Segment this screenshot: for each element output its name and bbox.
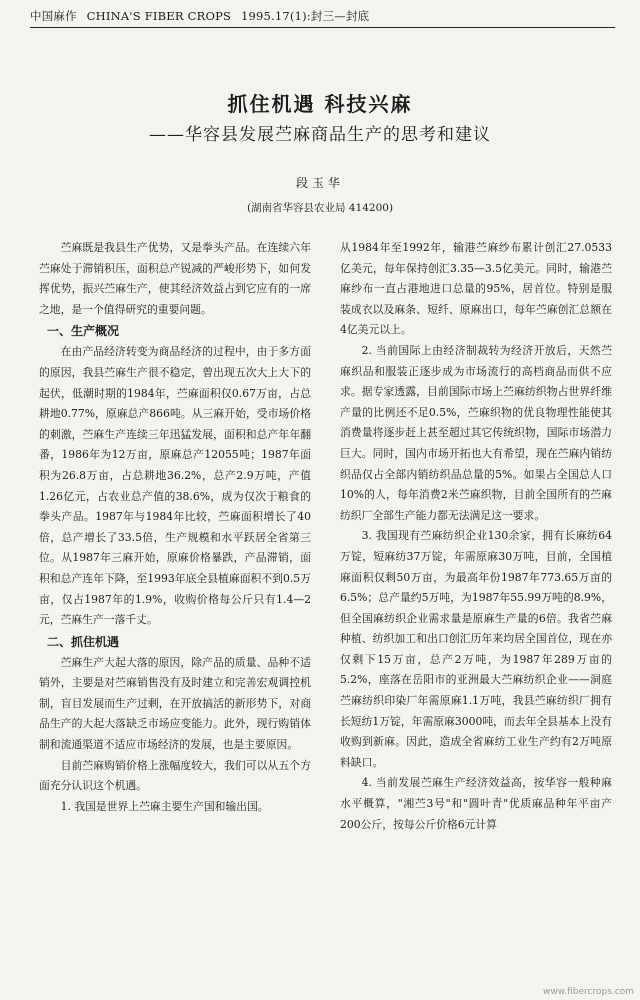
site-watermark: www.fibercrops.com <box>543 987 634 997</box>
point-4-paragraph: 4. 当前发展苎麻生产经济效益高，按华容一般种麻水平概算，"湘苎3号"和"圆叶青"优质麻品种年平亩产200公斤，按每公斤价格6元计算 <box>340 776 612 831</box>
opportunity-paragraph-2: 目前苎麻购销价格上涨幅度较大，我们可以从五个方面充分认识这个机遇。 <box>39 758 311 793</box>
left-column <box>39 238 311 817</box>
article-subtitle: ——华容县发展苎麻商品生产的思考和建议 <box>149 125 491 145</box>
opportunity-paragraph-1: 苎麻生产大起大落的原因，除产品的质量、品种不适销外，主要是对苎麻销售没有及时建立和完善宏观调控机制，盲目发展而生产过剩，在开放搞活的新形势下，对商品生产的大起大落缺乏市场应变能力。此外，现行购销体制和流通渠道不适应市场经济的发展，也是主要原因。 <box>39 655 311 752</box>
point-3-paragraph: 3. 我国现有苎麻纺织企业130余家，拥有长麻纺64万锭，短麻纺37万锭，年需原麻30万吨，目前，全国植麻面积仅剩50万亩，为最高年份1987年773.65万亩的6.5%；总产量约5万吨，为1987年55.99万吨的8.9%，但全国麻纺织企业需求量是原麻生产量的6倍。我省苎麻种植、纺织加工和出口创汇历年来均居全国首位，现在亦仅剩下15万亩，总产2万吨，为1987年289万亩的5.2%，座落在岳阳市的亚洲最大苎麻纺织企业——洞庭苎麻纺织印染厂年需原麻1.1万吨，我县苎麻纺织厂拥有长短纺1万锭，年需原麻3000吨，而去年全县基本上没有收购到新麻。因此，造成全省麻纺工业生产约有2万吨原料缺口。 <box>340 529 612 769</box>
opportunity-point-1: 1. 我国是世界上苎麻主要生产国和输出国。 <box>60 799 269 813</box>
issue-info: 1995.17(1):封三—封底 <box>240 9 370 23</box>
author-affiliation: (湖南省华容县农业局 414200) <box>246 202 394 214</box>
journal-name: 中国麻作 <box>30 9 77 23</box>
section-heading-overview: 一、生产概况 <box>47 324 120 339</box>
section-heading-opportunity: 二、抓住机遇 <box>47 634 120 649</box>
intro-paragraph: 苎麻既是我县生产优势，又是拳头产品。在连续六年苎麻处于滞销积压，面积总产锐减的严峻形势下，如何发挥优势，振兴苎麻生产，使其经济效益占到它应有的一席之地，是一个值得研究的重要问题。 <box>39 241 311 316</box>
article-title: 抓住机遇 科技兴麻 <box>227 92 413 116</box>
journal-english-name: CHINA'S FIBER CROPS <box>86 9 232 23</box>
author-name: 段玉华 <box>295 176 344 190</box>
running-header <box>30 8 615 28</box>
point-2-paragraph: 2. 当前国际上由经济制裁转为经济开放后，天然苎麻织品和服装正逐步成为市场流行的高档商品而供不应求。据专家透露，目前国际市场上苎麻纺织物占世界纤维产量的比例还不足0.5%，苎麻织物的优良物理性能使其消费量将逐步赶上甚至超过其它传统织物，国际市场潜力巨大。同时，国内市场开拓也大有希望，现在苎麻内销纺织品仅占全部内销纺织品总量的5%。如果占全国总人口10%的人，每年消费2米苎麻织物，目前全国所有的苎麻纺织厂全部生产能力都无法满足这一要求。 <box>340 343 612 522</box>
point-1-continued: 从1984年至1992年，输港苎麻纱布累计创汇27.0533亿美元，每年保持创汇3.35—3.5亿美元。同时，输港苎麻纱布一直占港地进口总量的95%，居首位。特别是服装成衣以及麻条、短纤、原麻出口，每年苎麻创汇总额在4亿美元以上。 <box>340 241 612 337</box>
right-column <box>340 238 612 835</box>
overview-paragraph: 在由产品经济转变为商品经济的过程中，由于多方面的原因，我县苎麻生产很不稳定，曾出现五次大上大下的起伏，低潮时期的1984年，苎麻面积仅0.67万亩，占总耕地0.77%，原麻总产866吨。从三麻开始，受市场价格的刺激，苎麻生产连续三年迅猛发展，面积和总产年年翻番，1986年为12万亩，原麻总产12055吨；1987年面积为26.8万亩，占总耕地36.2%，总产2.9万吨，产值1.26亿元，占农业总产值的38.6%，成为仅次于粮食的拳头产品。1987年与1984年比较，苎麻面积增长了40倍，总产增长了33.5倍，生产规模和水平跃居全省第三位。从1987年三麻开始，原麻价格暴跌，产品滞销，面积和总产连年下降，至1993年底全县植麻面积不到0.5万亩，仅占1987年的1.9%，收购价格每公斤只有1.4—2元，苎麻生产一落千丈。 <box>39 345 311 627</box>
